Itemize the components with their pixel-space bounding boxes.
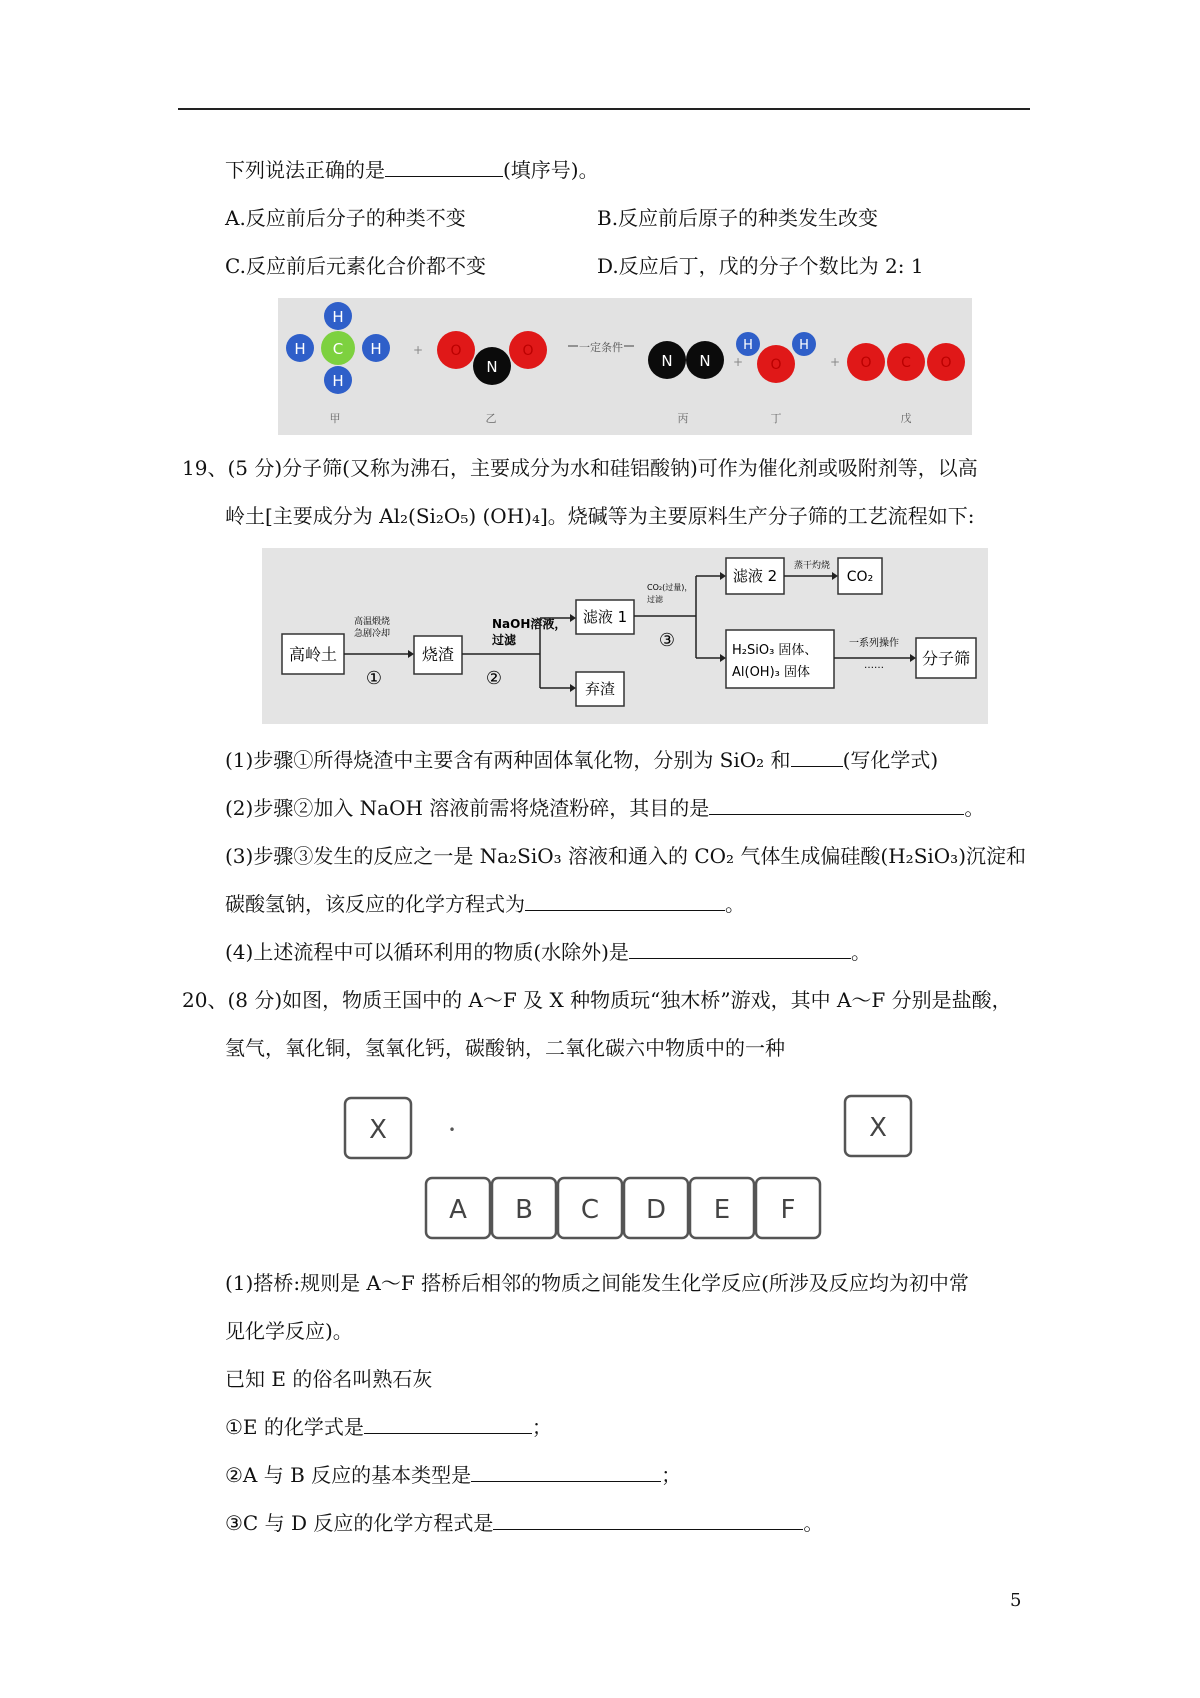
svg-text:C: C: [580, 1195, 600, 1225]
svg-text:O: O: [860, 355, 872, 371]
svg-text:Al(OH)₃ 固体: Al(OH)₃ 固体: [732, 665, 811, 680]
svg-text:蒸干灼烧: 蒸干灼烧: [793, 561, 831, 571]
answer-blank[interactable]: [629, 940, 851, 959]
svg-text:B: B: [515, 1195, 533, 1225]
svg-text:②: ②: [485, 668, 503, 689]
svg-text:分子筛: 分子筛: [921, 649, 971, 668]
page-number: 5: [1010, 1590, 1022, 1611]
answer-blank[interactable]: [791, 748, 843, 767]
q19-part3-line2: 碳酸氢钠，该反应的化学方程式为 。: [225, 892, 745, 916]
svg-text:X: X: [869, 1113, 887, 1143]
molecule-carbon-dioxide: [847, 343, 965, 381]
svg-text:H: H: [799, 338, 809, 353]
svg-text:CO₂: CO₂: [846, 569, 874, 585]
svg-text:C: C: [901, 355, 911, 371]
tile-dot: •: [448, 1123, 456, 1137]
label-yi: 乙: [485, 412, 497, 425]
svg-text:H: H: [332, 308, 344, 326]
q20-known: 已知 E 的俗名叫熟石灰: [225, 1367, 433, 1391]
svg-text:急剧冷却: 急剧冷却: [353, 629, 391, 639]
svg-text:H: H: [743, 338, 753, 353]
svg-text:H₂SiO₃ 固体、: H₂SiO₃ 固体、: [732, 643, 818, 658]
svg-text:O: O: [770, 357, 782, 373]
svg-text:H: H: [294, 340, 306, 358]
q20-intro-line1: 20、(8 分)如图，物质王国中的 A～F 及 X 种物质玩“独木桥”游戏，其中 A～F 分别是盐酸，: [182, 988, 1012, 1012]
svg-text:高岭土: 高岭土: [288, 645, 338, 664]
header-rule: [178, 108, 1030, 110]
q19-part4: (4)上述流程中可以循环利用的物质(水除外)是 。: [225, 940, 871, 964]
label-ding: 丁: [770, 412, 782, 425]
q20-sub1: ①E 的化学式是 ；: [225, 1415, 552, 1439]
label-bing: 丙: [677, 412, 689, 425]
q18-option-c: C.反应前后元素化合价都不变: [225, 254, 486, 278]
svg-text:高温煅烧: 高温煅烧: [353, 617, 391, 627]
svg-text:NaOH溶液，: NaOH溶液，: [492, 617, 567, 631]
svg-text:D: D: [645, 1195, 667, 1225]
svg-text:过滤: 过滤: [492, 633, 517, 647]
q20-intro-line2: 氢气，氧化铜，氢氧化钙，碳酸钠，二氧化碳六中物质中的一种: [225, 1036, 785, 1060]
q18-option-b: B.反应前后原子的种类发生改变: [597, 206, 879, 230]
q20-sub2: ②A 与 B 反应的基本类型是 ；: [225, 1463, 682, 1487]
molecule-reaction-diagram: [278, 298, 972, 435]
q19-intro-line1: 19、(5 分)分子筛(又称为沸石，主要成分为水和硅铝酸钠)可作为催化剂或吸附剂等，以高: [182, 456, 978, 480]
q18-option-a: A.反应前后分子的种类不变: [225, 206, 466, 230]
svg-text:①: ①: [365, 668, 383, 689]
svg-text:……: ……: [864, 660, 884, 671]
q20-sub3: ③C 与 D 反应的化学方程式是 。: [225, 1511, 824, 1535]
q19-intro-line2: 岭土[主要成分为 Al₂(Si₂O₅) (OH)₄]。烧碱等为主要原料生产分子筛的工艺流程如下:: [225, 504, 975, 528]
svg-text:F: F: [780, 1195, 796, 1225]
answer-blank[interactable]: [525, 892, 725, 911]
svg-text:N: N: [486, 358, 498, 376]
svg-text:一系列操作: 一系列操作: [849, 638, 899, 649]
svg-text:O: O: [450, 343, 462, 359]
svg-text:滤液 1: 滤液 1: [582, 608, 628, 626]
q19-part2: (2)步骤②加入 NaOH 溶液前需将烧渣粉碎，其目的是 。: [225, 796, 985, 820]
svg-text:O: O: [522, 343, 534, 359]
reaction-condition: 一定条件: [579, 341, 623, 354]
svg-text:X: X: [369, 1115, 387, 1145]
svg-text:+: +: [830, 355, 841, 369]
process-flow-diagram: [262, 548, 988, 724]
svg-text:+: +: [733, 355, 744, 369]
answer-blank[interactable]: [471, 1463, 661, 1482]
q18-option-d: D.反应后丁，戊的分子个数比为 2: 1: [597, 254, 924, 278]
bridge-game-diagram: [340, 1090, 920, 1250]
svg-text:CO₂(过量)，: CO₂(过量)，: [647, 583, 693, 592]
svg-text:C: C: [332, 340, 344, 358]
answer-blank[interactable]: [709, 796, 964, 815]
svg-text:滤液 2: 滤液 2: [732, 567, 778, 585]
svg-text:+: +: [413, 343, 424, 357]
answer-blank[interactable]: [385, 158, 503, 177]
svg-text:O: O: [940, 355, 952, 371]
q20-part1-line2: 见化学反应)。: [225, 1319, 353, 1343]
svg-text:N: N: [661, 352, 673, 370]
svg-text:N: N: [699, 352, 711, 370]
q19-part3-line1: (3)步骤③发生的反应之一是 Na₂SiO₃ 溶液和通入的 CO₂ 气体生成偏硅酸(H₂SiO₃)沉淀和: [225, 844, 1027, 868]
svg-text:H: H: [370, 340, 382, 358]
label-jia: 甲: [329, 412, 341, 425]
q19-part1: (1)步骤①所得烧渣中主要含有两种固体氧化物，分别为 SiO₂ 和 (写化学式): [225, 748, 939, 772]
q18-stem: 下列说法正确的是 (填序号)。: [225, 158, 599, 182]
answer-blank[interactable]: [364, 1415, 532, 1434]
svg-text:弃渣: 弃渣: [584, 680, 616, 698]
svg-text:H: H: [332, 372, 344, 390]
svg-text:A: A: [449, 1195, 467, 1225]
answer-blank[interactable]: [493, 1511, 803, 1530]
label-wu: 戊: [900, 412, 912, 425]
q20-part1-line1: (1)搭桥:规则是 A～F 搭桥后相邻的物质之间能发生化学反应(所涉及反应均为初中常: [225, 1271, 969, 1295]
svg-text:过滤: 过滤: [647, 595, 663, 604]
svg-text:烧渣: 烧渣: [421, 645, 455, 664]
svg-text:③: ③: [658, 630, 676, 651]
svg-text:E: E: [713, 1195, 731, 1225]
